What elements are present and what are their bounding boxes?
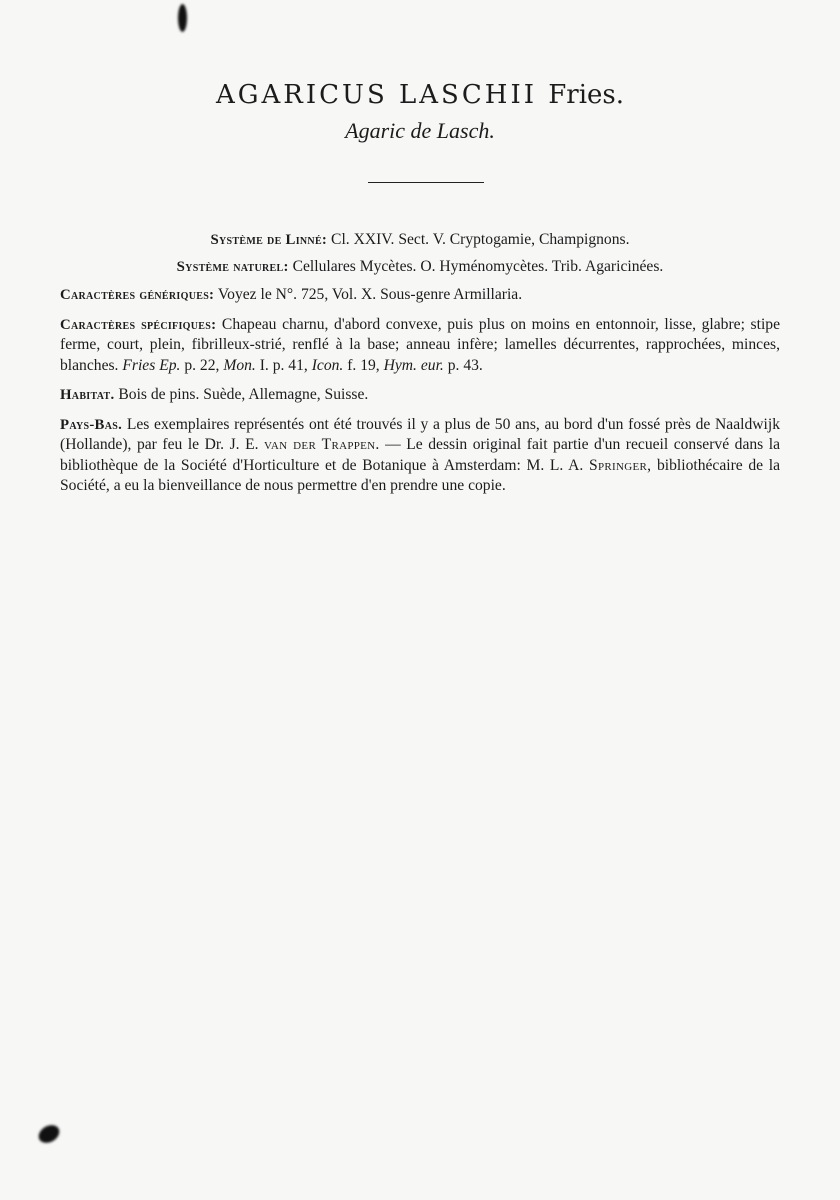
systeme-linne-line	[60, 230, 780, 251]
page-subtitle: Agaric de Lasch.	[345, 118, 495, 143]
reference-hym-eur-page: p. 43.	[447, 356, 483, 374]
collector-name: van der Trappen.	[264, 436, 380, 453]
pays-bas-text-1: Les exemplaires représentés ont été trouvés il y a plus de 50 ans, au bord d'un fossé près de Naaldwijk (Hollande), par feu le Dr. J. E.	[60, 415, 780, 453]
habitat-label: Habitat.	[60, 387, 115, 403]
pays-bas-text-3: bibliothécaire de la Société, a eu la bienveillance de nous permettre d'en prendre une copie.	[60, 456, 781, 494]
reference-mon: Mon.	[223, 356, 256, 374]
pays-bas-text-2: — Le dessin original fait partie d'un recueil conservé dans la bibliothèque de la Société d'Horticulture et de Botanique à Amsterdam: M. L. A.	[60, 436, 781, 474]
title-author: Fries.	[548, 80, 625, 110]
reference-hym-eur: Hym. eur.	[383, 356, 444, 374]
pays-bas-paragraph	[60, 415, 780, 497]
reference-fries-ep: Fries Ep.	[122, 356, 181, 374]
reference-icon-page: f. 19,	[347, 356, 380, 374]
caracteres-specifiques-text: Chapeau charnu, d'abord convexe, puis plus on moins en entonnoir, lisse, glabre; stipe ferme, court, plein, fibrilleux-strié, renflé à la base; anneau infère; lamelles décurrentes, rapprochées, minces, blanches.	[60, 315, 780, 374]
caracteres-generiques-label: Caractères génériques:	[60, 287, 215, 303]
librarian-name: Springer,	[588, 456, 652, 474]
pays-bas-label: Pays-Bas.	[60, 416, 123, 433]
caracteres-generiques-line	[60, 285, 780, 306]
ink-speck	[35, 1122, 62, 1147]
caracteres-specifiques-label: Caractères spécifiques:	[60, 316, 217, 333]
reference-fries-ep-page: p. 22,	[184, 356, 220, 374]
habitat-text: Bois de pins. Suède, Allemagne, Suisse.	[118, 386, 369, 403]
caracteres-generiques-text: Voyez le N°. 725, Vol. X. Sous-genre Armillaria.	[217, 286, 523, 303]
habitat-line	[60, 385, 780, 406]
systeme-naturel-text: Cellulares Mycètes. O. Hyménomycètes. Trib. Agaricinées.	[292, 257, 664, 275]
systeme-naturel-line	[60, 257, 780, 278]
title-divider	[368, 182, 484, 183]
systeme-naturel-label: Système naturel:	[176, 258, 289, 275]
reference-icon: Icon.	[311, 356, 344, 374]
description-body	[60, 230, 780, 506]
systeme-linne-label: Système de Linné:	[210, 232, 328, 248]
title-species: AGARICUS LASCHII	[215, 80, 537, 110]
caracteres-specifiques-paragraph	[60, 315, 780, 377]
systeme-linne-text: Cl. XXIV. Sect. V. Cryptogamie, Champignons.	[331, 231, 630, 248]
page-title	[0, 80, 840, 110]
ink-speck	[178, 4, 187, 32]
reference-mon-page: I. p. 41,	[259, 356, 308, 374]
